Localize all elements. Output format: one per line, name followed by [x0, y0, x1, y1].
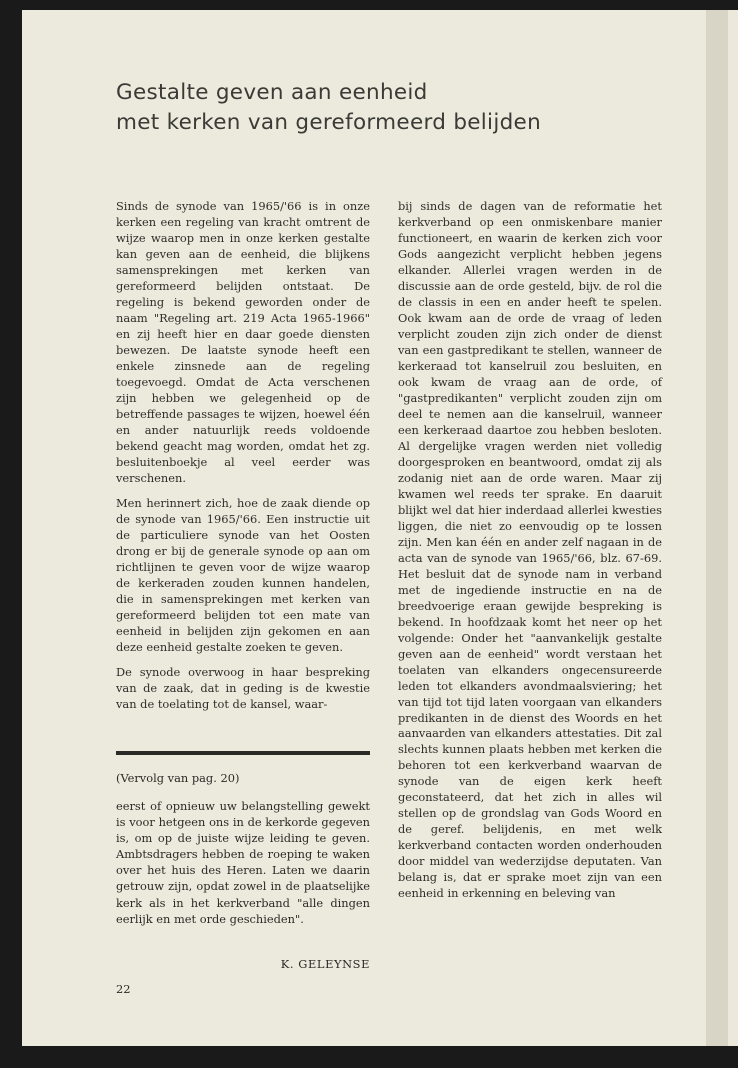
- page-number: 22: [116, 982, 131, 996]
- continuation-paragraph: eerst of opnieuw uw belangstelling gewekt is voor hetgeen ons in de kerkorde gegeven is, om op de juiste wijze leiding te geven. Ambtsdragers hebben de roeping te waken over het huis des Heren. Laten we daarin getrouw zijn, opdat zowel in de plaatselijke kerk als in het kerkverband "alle dingen eerlijk en met orde geschieden".: [116, 799, 370, 926]
- scan-edge-strip: [728, 10, 738, 1046]
- body-paragraph: bij sinds de dagen van de reformatie het kerkverband op een onmiskenbare manier functioneert, en waarin de kerken zich voor Gods aangezicht verplicht hebben jegens elkander. Allerlei vragen werden in de discussie aan de orde gesteld, bijv. de rol die de classis in een en ander heeft te spelen. Ook kwam aan de orde de vraag of leden verplicht zouden zijn zich onder de dienst van een gastpredikant te stellen, wanneer de kerkeraad tot kanselruil zou besluiten, en ook kwam de vraag aan de orde, of "gastpredikanten" verplicht zouden zijn om deel te nemen aan die kanselruil, wanneer een kerkeraad daartoe zou hebben besloten. Al dergelijke vragen werden niet volledig doorgesproken en beantwoord, omdat zij als zodanig niet aan de orde waren. Maar zij kwamen wel reeds ter sprake. En daaruit blijkt wel dat hier inderdaad allerlei kwesties liggen, die niet zo eenvoudig op te lossen zijn. Men kan één en ander zelf nagaan in de acta van de synode van 1965/'66, blz. 67-69. Het besluit dat de synode nam in verband met de ingediende instructie en na de breedvoerige eraan gewijde bespreking is bekend. In hoofdzaak komt het neer op het volgende: Onder het "aanvankelijk gestalte geven aan de eenheid" wordt verstaan het toelaten van elkanders ongecensureerde leden tot elkanders avondmaalsviering; het van tijd tot tijd laten voorgaan van elkanders predikanten in de dienst des Woords en het aanvaarden van elkanders attestaties. Dit zal slechts kunnen plaats hebben met kerken die behoren tot een kerkverband waarvan de synode van de eigen kerk heeft geconstateerd, dat het zich in alles wil stellen op de grondslag van Gods Woord en de geref. belijdenis, en met welk kerkverband contacten worden onderhouden door middel van wederzijdse deputaten. Van belang is, dat er sprake moet zijn van een eenheid in erkenning en beleving van: [398, 199, 662, 901]
- body-paragraph: De synode overwoog in haar bespreking van de zaak, dat in geding is de kwestie van de toelating tot de kansel, waar-: [116, 664, 370, 711]
- article-title: [116, 78, 676, 138]
- author-signature: K. GELEYNSE: [280, 957, 370, 971]
- continuation-label: (Vervolg van pag. 20): [116, 771, 240, 785]
- body-paragraph: Sinds de synode van 1965/'66 is in onze kerken een regeling van kracht omtrent de wijze waarop men in onze kerken gestalte kan geven aan de eenheid, die blijkens samensprekingen met kerken van gereformeerd belijden ontstaat. De regeling is bekend geworden onder de naam "Regeling art. 219 Acta 1965-1966" en zij heeft hier en daar goede diensten bewezen. De laatste synode heeft een enkele zinsnede aan de regeling toegevoegd. Omdat de Acta verschenen zijn hebben we gelegenheid op de betreffende passages te wijzen, hoewel één en ander natuurlijk reeds voldoende bekend geacht mag worden, omdat het zg. besluitenboekje al veel eerder was verschenen.: [116, 199, 370, 485]
- article-title-line-2: met kerken van gereformeerd belijden: [116, 110, 542, 135]
- right-column: [398, 199, 662, 902]
- left-column: [116, 199, 370, 713]
- section-divider: [116, 751, 370, 755]
- body-paragraph: Men herinnert zich, hoe de zaak diende op de synode van 1965/'66. Een instructie uit de particuliere synode van het Oosten drong er bij de generale synode op aan om richtlijnen te geven voor de wijze waarop de kerkeraden zouden kunnen handelen, die in samensprekingen met kerken van gereformeerd belijden tot een mate van eenheid in belijden zijn gekomen en aan deze eenheid gestalte zoeken te geven.: [116, 495, 370, 654]
- document-page: [22, 10, 706, 1046]
- adjacent-page-edge: [706, 10, 728, 1046]
- article-title-line-1: Gestalte geven aan eenheid: [116, 80, 428, 105]
